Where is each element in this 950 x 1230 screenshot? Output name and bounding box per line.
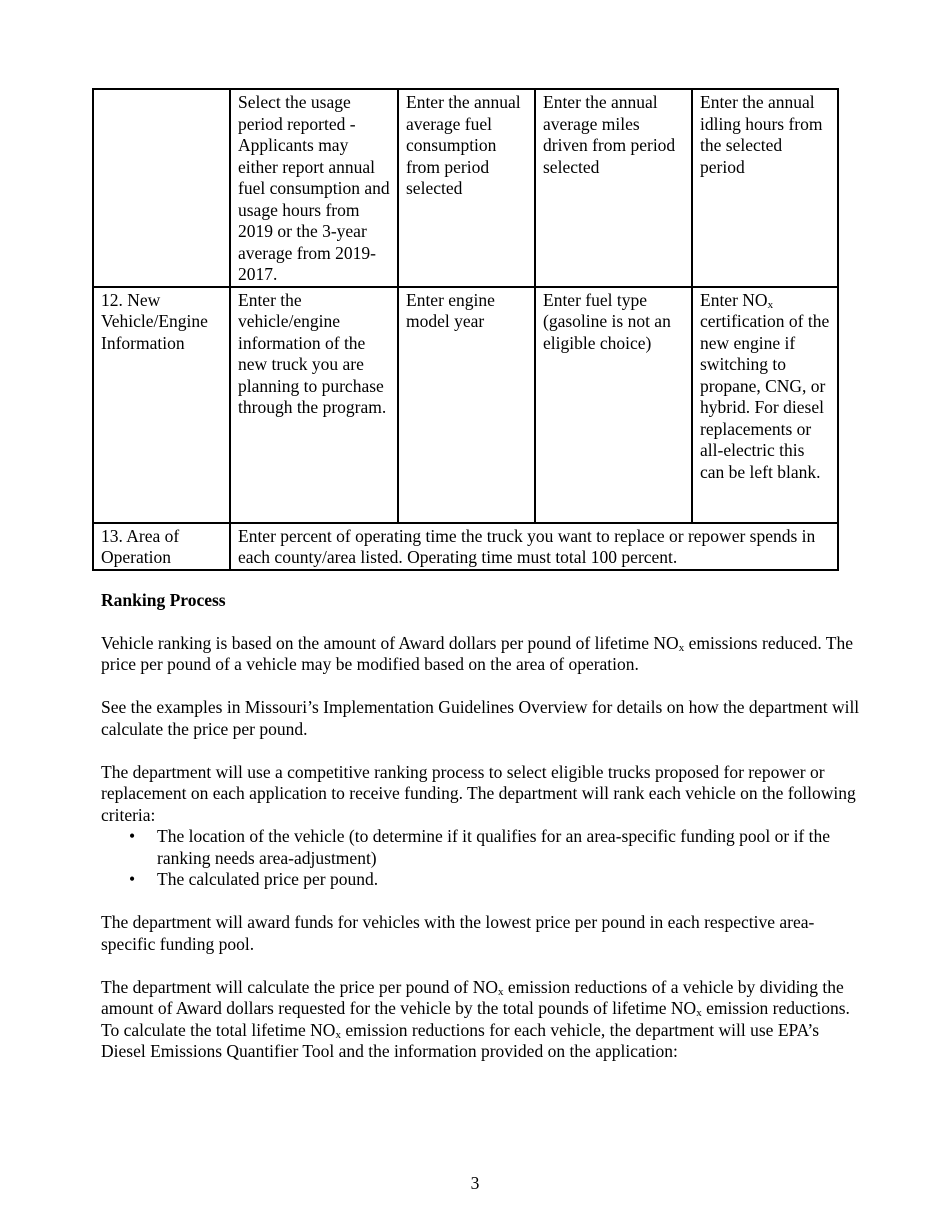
criteria-list — [101, 826, 861, 891]
table-cell: Enter the annual average miles driven from period selected — [535, 89, 692, 287]
nox-label: Enter NO — [700, 289, 768, 310]
text: emission reductions. To calculate the total lifetime NO — [101, 998, 850, 1040]
table-row — [93, 89, 838, 287]
table-cell: Enter the annual idling hours from the selected period — [692, 89, 838, 287]
vehicle-info-table — [92, 88, 839, 571]
table-cell — [692, 287, 838, 523]
subscript-x: x — [335, 1028, 341, 1041]
paragraph: The department will use a competitive ranking process to select eligible trucks proposed for repower or replacement on each application to receive funding. The department will rank each vehicle on the following criteria: — [101, 761, 856, 825]
text: emissions reduced. The price per pound of a vehicle may be modified based on the area of operation. — [101, 632, 854, 674]
paragraph: The department will award funds for vehicles with the lowest price per pound in each respective area-specific funding pool. — [101, 912, 815, 954]
section-title: Ranking Process — [101, 590, 226, 610]
table-cell: Enter percent of operating time the truck you want to replace or repower spends in each county/area listed. Operating time must total 100 percent. — [230, 523, 838, 570]
table-row — [93, 287, 838, 523]
paragraph — [101, 977, 861, 1063]
text: emission reductions for each vehicle, the department will use EPA’s Diesel Emissions Quantifier Tool and the information provided on the application: — [101, 1019, 820, 1061]
subscript-x: x — [696, 1007, 702, 1019]
table-row — [93, 523, 838, 570]
list-item: • The calculated price per pound. — [157, 869, 861, 891]
text: emission reductions of a vehicle by dividing the amount of Award dollars requested for the vehicle by the total pounds of lifetime NO — [101, 976, 844, 1018]
subscript-x: x — [767, 298, 774, 311]
text: Vehicle ranking is based on the amount of Award dollars per pound of lifetime NO — [101, 632, 679, 653]
subscript-x: x — [498, 985, 504, 998]
list-item: • The location of the vehicle (to determine if it qualifies for an area-specific funding pool or if the ranking needs area-adjustment) — [157, 826, 861, 869]
paragraph — [101, 633, 861, 676]
table-cell: Select the usage period reported - Applicants may either report annual fuel consumption and usage hours from 2019 or the 3-year average from 2019-2017. — [230, 89, 398, 287]
paragraph: See the examples in Missouri’s Implementation Guidelines Overview for details on how the department will calculate the price per pound. — [101, 697, 860, 739]
table-cell: Enter the annual average fuel consumption from period selected — [398, 89, 535, 287]
table-cell — [93, 89, 230, 287]
cell-text: certification of the new engine if switching to propane, CNG, or hybrid. For diesel replacements or all-electric this can be left blank. — [700, 311, 830, 482]
subscript-x: x — [678, 641, 685, 654]
table-cell: Enter fuel type (gasoline is not an eligible choice) — [535, 287, 692, 523]
text: The department will calculate the price per pound of NO — [101, 976, 498, 997]
ranking-section — [101, 590, 861, 1084]
table-cell: Enter the vehicle/engine information of the new truck you are planning to purchase through the program. — [230, 287, 398, 523]
page-number: 3 — [470, 1173, 480, 1193]
table-cell: 13. Area of Operation — [93, 523, 230, 570]
table-cell: 12. New Vehicle/Engine Information — [93, 287, 230, 523]
table-cell: Enter engine model year — [398, 287, 535, 523]
